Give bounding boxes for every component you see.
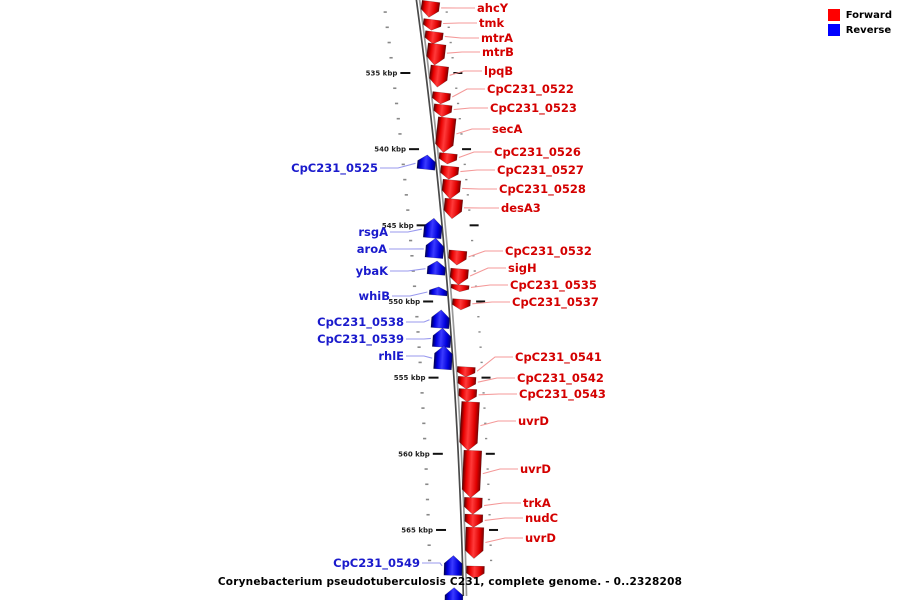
label-CpC231_0543: CpC231_0543 [519, 387, 606, 401]
label-CpC231_0539: CpC231_0539 [317, 332, 404, 346]
major-tick-right [482, 377, 491, 379]
minor-tick-left [426, 514, 429, 516]
minor-tick-left [393, 87, 396, 89]
minor-tick-left [426, 499, 429, 501]
minor-tick-left [421, 407, 424, 409]
label-CpC231_0542: CpC231_0542 [517, 371, 604, 385]
minor-tick-right [477, 316, 479, 317]
tick-label: 565 kbp [401, 526, 434, 535]
feature-uvrD [465, 527, 484, 559]
label-CpC231_0535: CpC231_0535 [510, 278, 597, 292]
connector-secA [456, 129, 490, 134]
connector-CpC231_0527 [460, 170, 495, 172]
minor-tick-left [422, 423, 425, 425]
legend-label-reverse: Reverse [845, 24, 892, 36]
minor-tick-right [488, 514, 490, 515]
minor-tick-left [395, 103, 398, 105]
connector-CpC231_0526 [459, 152, 492, 158]
label-aroA: aroA [356, 242, 387, 256]
connector-whiB [392, 292, 427, 296]
major-tick-right [476, 300, 485, 302]
tick-label: 555 kbp [393, 374, 426, 383]
minor-tick-right [487, 484, 489, 485]
tick-label: 535 kbp [365, 69, 398, 78]
feature-ybaK [427, 260, 446, 275]
feature-CpC231_0523 [433, 104, 452, 118]
label-desA3: desA3 [501, 201, 541, 215]
minor-tick-right [471, 240, 473, 241]
label-rhlE: rhlE [378, 349, 404, 363]
major-tick-left [423, 300, 433, 302]
feature-desA3 [443, 198, 463, 219]
minor-tick-left [398, 133, 401, 135]
label-CpC231_0527: CpC231_0527 [497, 163, 584, 177]
connector-CpC231_0525 [380, 163, 416, 168]
connector-CpC231_0549 [422, 563, 442, 566]
connector-CpC231_0522 [452, 89, 485, 97]
feature-rsgA [423, 217, 443, 238]
minor-tick-left [419, 362, 422, 364]
minor-tick-left [425, 468, 428, 470]
connector-CpC231_0538 [406, 320, 430, 322]
connector-CpC231_0539 [406, 338, 431, 339]
label-whiB: whiB [358, 289, 390, 303]
label-lpqB: lpqB [484, 64, 514, 78]
minor-tick-left [416, 331, 419, 333]
feature-mtrA [424, 31, 443, 45]
minor-tick-right [451, 57, 453, 58]
minor-tick-left [428, 560, 431, 562]
label-ahcY: ahcY [477, 1, 509, 15]
feature-CpC231_0526 [438, 152, 457, 164]
feature-aroA [425, 237, 445, 258]
label-CpC231_0538: CpC231_0538 [317, 315, 404, 329]
tick-label: 545 kbp [381, 221, 414, 230]
label-rsgA: rsgA [358, 225, 388, 239]
minor-tick-right [485, 438, 487, 439]
feature-uvrD [462, 450, 482, 498]
minor-tick-right [450, 42, 452, 43]
minor-tick-right [468, 209, 470, 210]
major-tick-left [433, 453, 443, 455]
minor-tick-left [389, 57, 392, 59]
connector-mtrB [447, 52, 480, 53]
major-tick-right [470, 224, 479, 226]
forward-strand-swatch [828, 9, 840, 21]
minor-tick-right [478, 331, 480, 332]
minor-tick-left [406, 209, 409, 211]
feature-unlabeled-reverse [445, 587, 463, 600]
feature-uvrD [459, 401, 480, 451]
minor-tick-left [410, 255, 413, 257]
minor-tick-left [428, 544, 431, 546]
feature-mtrB [426, 43, 447, 66]
feature-CpC231_0539 [432, 328, 451, 348]
connector-CpC231_0543 [479, 394, 517, 395]
reverse-strand-swatch [828, 24, 840, 36]
major-tick-left [400, 72, 410, 74]
feature-ahcY [420, 0, 440, 18]
connector-rhlE [406, 356, 432, 358]
minor-tick-right [460, 133, 462, 134]
minor-tick-right [448, 27, 450, 28]
label-CpC231_0549: CpC231_0549 [333, 556, 420, 570]
major-tick-left [409, 148, 419, 150]
minor-tick-left [413, 285, 416, 287]
feature-CpC231_0528 [441, 179, 461, 200]
minor-tick-right [490, 545, 492, 546]
label-CpC231_0541: CpC231_0541 [515, 350, 602, 364]
minor-tick-left [409, 240, 412, 242]
feature-CpC231_0532 [448, 250, 467, 266]
tick-label: 560 kbp [398, 450, 430, 459]
minor-tick-left [403, 179, 406, 181]
minor-tick-right [482, 392, 484, 393]
label-uvrD: uvrD [518, 414, 549, 428]
connector-sigH [470, 268, 506, 276]
minor-tick-left [420, 392, 423, 394]
backbone [416, 0, 467, 596]
legend-item-reverse [828, 24, 892, 36]
feature-CpC231_0543 [458, 388, 477, 402]
major-tick-right [486, 453, 495, 455]
minor-tick-left [384, 11, 387, 13]
major-tick-right [489, 529, 498, 531]
minor-tick-left [425, 483, 428, 485]
minor-tick-left [386, 27, 389, 29]
label-uvrD: uvrD [525, 531, 556, 545]
minor-tick-left [415, 316, 418, 318]
feature-nudC [464, 514, 482, 528]
legend [828, 9, 892, 36]
connector-mtrA [445, 36, 479, 38]
label-uvrD: uvrD [520, 462, 551, 476]
minor-tick-right [481, 362, 483, 363]
label-sigH: sigH [508, 261, 537, 275]
minor-tick-right [457, 103, 459, 104]
minor-tick-left [405, 194, 408, 196]
feature-trkA [464, 497, 483, 514]
label-CpC231_0537: CpC231_0537 [512, 295, 599, 309]
connector-tmk [443, 23, 477, 24]
feature-CpC231_0542 [457, 376, 476, 389]
major-tick-right [462, 148, 471, 150]
minor-tick-right [464, 164, 466, 165]
connector-uvrD [485, 538, 523, 543]
label-CpC231_0522: CpC231_0522 [487, 82, 574, 96]
label-CpC231_0523: CpC231_0523 [490, 101, 577, 115]
label-CpC231_0528: CpC231_0528 [499, 182, 586, 196]
minor-tick-right [465, 179, 467, 180]
feature-CpC231_0538 [431, 309, 450, 329]
feature-tmk [422, 18, 441, 31]
connector-CpC231_0523 [454, 108, 488, 110]
label-trkA: trkA [523, 496, 551, 510]
legend-item-forward [828, 9, 892, 21]
feature-CpC231_0541 [457, 366, 476, 377]
label-ybaK: ybaK [355, 264, 388, 278]
minor-tick-right [483, 407, 485, 408]
minor-tick-right [459, 118, 461, 119]
connector-CpC231_0541 [477, 357, 513, 371]
feature-CpC231_0535 [451, 284, 469, 292]
feature-sigH [449, 268, 468, 285]
label-tmk: tmk [479, 16, 505, 30]
minor-tick-right [446, 11, 448, 12]
sequence-title: Corynebacterium pseudotuberculosis C231, complete genome. - 0..2328208 [217, 576, 683, 588]
connector-nudC [485, 518, 523, 520]
label-CpC231_0532: CpC231_0532 [505, 244, 592, 258]
feature-CpC231_0525 [417, 154, 436, 170]
minor-tick-left [423, 438, 426, 440]
minor-tick-right [455, 88, 457, 89]
tick-label: 550 kbp [388, 297, 421, 306]
feature-lpqB [428, 65, 448, 88]
feature-CpC231_0527 [440, 165, 459, 180]
label-CpC231_0526: CpC231_0526 [494, 145, 581, 159]
minor-tick-right [487, 468, 489, 469]
minor-tick-right [467, 194, 469, 195]
feature-whiB [429, 286, 448, 296]
minor-tick-left [397, 118, 400, 120]
minor-tick-right [488, 499, 490, 500]
minor-tick-right [474, 270, 476, 271]
connector-CpC231_0528 [462, 188, 497, 189]
feature-labels [291, 1, 606, 571]
label-secA: secA [492, 122, 523, 136]
feature-CpC231_0549 [444, 555, 463, 575]
label-mtrA: mtrA [481, 31, 514, 45]
minor-tick-left [402, 164, 405, 166]
minor-tick-left [417, 346, 420, 348]
feature-CpC231_0522 [432, 92, 451, 105]
feature-CpC231_0537 [452, 299, 471, 311]
label-CpC231_0525: CpC231_0525 [291, 161, 378, 175]
label-nudC: nudC [525, 511, 559, 525]
major-tick-left [436, 529, 446, 531]
minor-tick-right [479, 346, 481, 347]
feature-rhlE [433, 345, 453, 370]
connector-CpC231_0535 [471, 285, 508, 287]
major-tick-left [429, 377, 439, 379]
connector-ybaK [390, 269, 426, 271]
label-mtrB: mtrB [482, 45, 514, 59]
connector-trkA [484, 503, 521, 506]
minor-tick-right [490, 560, 492, 561]
tick-label: 540 kbp [374, 145, 407, 154]
legend-label-forward: Forward [845, 9, 892, 21]
minor-tick-left [388, 42, 391, 44]
